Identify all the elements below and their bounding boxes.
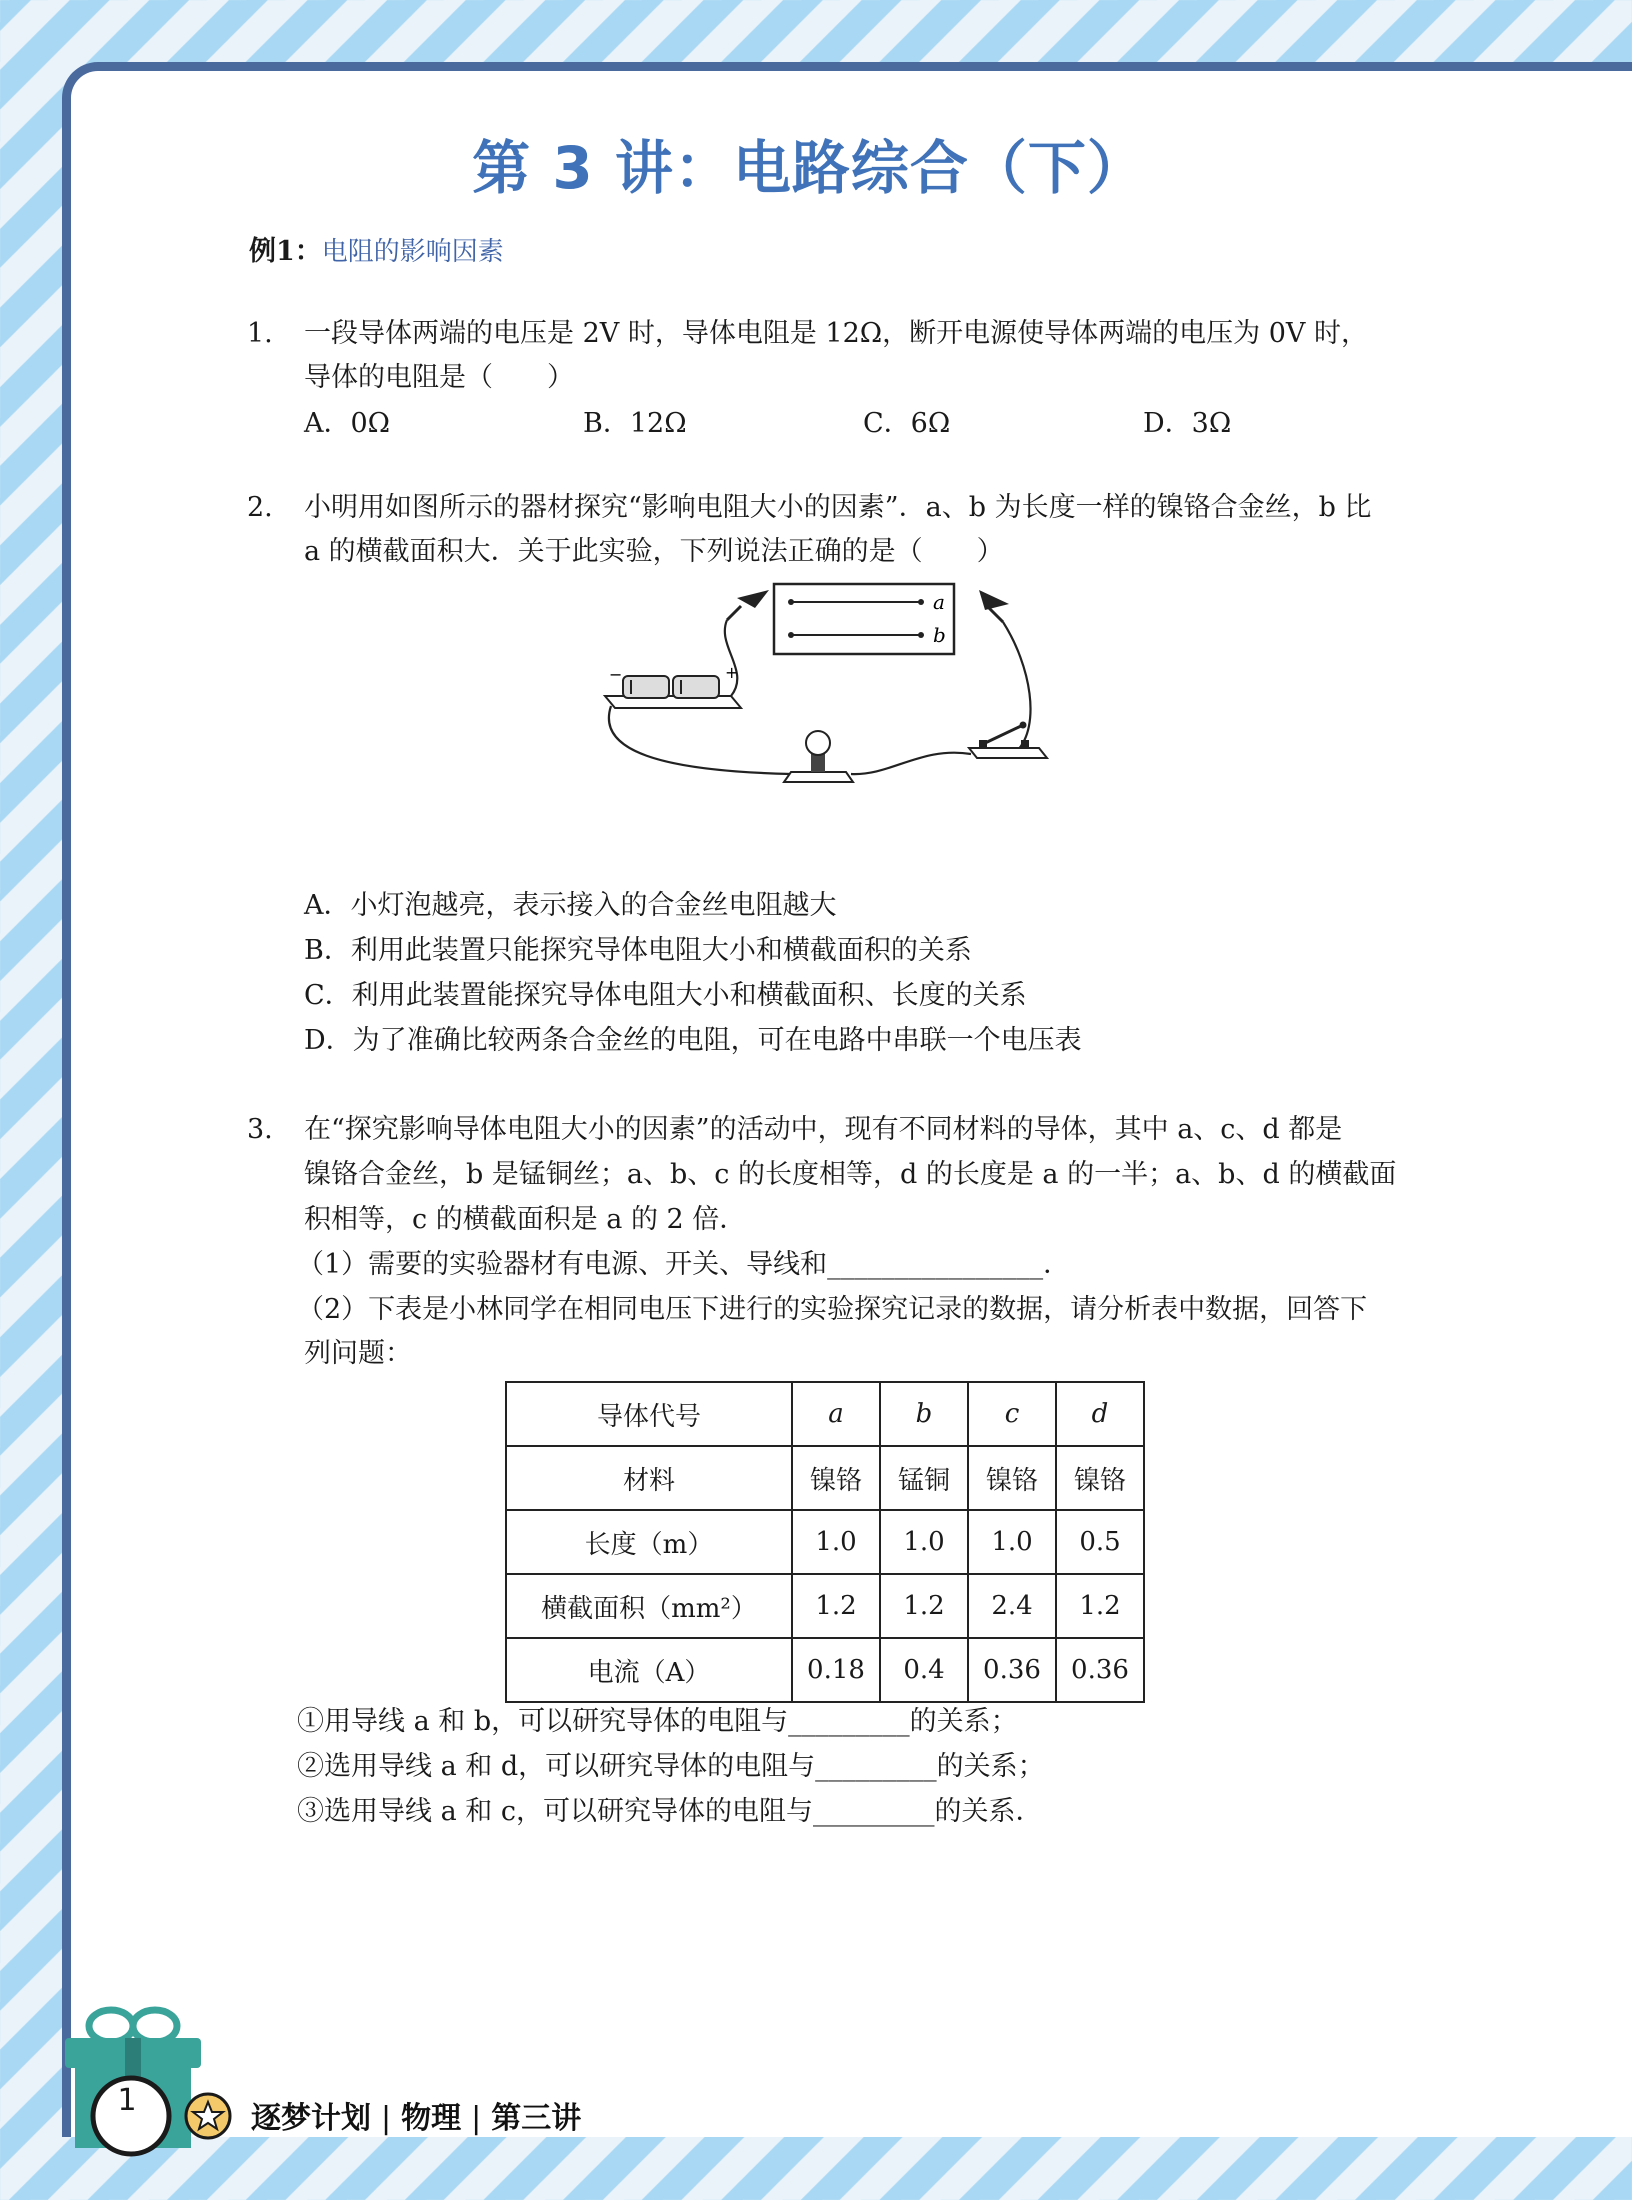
switch-base <box>969 748 1047 758</box>
switch-lever <box>983 726 1021 744</box>
q1-option-b: B．12Ω <box>583 408 687 439</box>
q1-option-d: D．3Ω <box>1143 408 1232 439</box>
footer-text <box>251 2093 581 2137</box>
q3-line2: 镍铬合金丝，b 是锰铜丝；a、b、c 的长度相等，d 的长度是 a 的一半；a、b、d 的横截面 <box>304 1159 1397 1190</box>
table-header-cell: a <box>792 1382 880 1446</box>
table-cell: 1.0 <box>968 1510 1056 1574</box>
table-cell: 0.4 <box>880 1638 968 1702</box>
table-header-cell: c <box>968 1382 1056 1446</box>
star-icon <box>183 2091 233 2141</box>
page-title: 第 3 讲：电路综合（下） <box>472 134 1146 202</box>
table-cell: 1.2 <box>880 1574 968 1638</box>
q2-option-a: A．小灯泡越亮，表示接入的合金丝电阻越大 <box>304 890 837 921</box>
table-cell: 0.18 <box>792 1638 880 1702</box>
table-header-cell: 导体代号 <box>506 1382 792 1446</box>
q3-line1: 在“探究影响导体电阻大小的因素”的活动中，现有不同材料的导体，其中 a、c、d 都是 <box>304 1114 1343 1145</box>
q2-option-b: B．利用此装置只能探究导体电阻大小和横截面积的关系 <box>304 935 972 966</box>
footer-subject: 物理 <box>401 2101 462 2136</box>
table-cell: 1.0 <box>880 1510 968 1574</box>
example-label: 例1： <box>249 236 322 267</box>
table-cell: 长度（m） <box>506 1510 792 1574</box>
q3-sub1: ①用导线 a 和 b，可以研究导体的电阻与_________的关系； <box>297 1706 1018 1737</box>
table-cell: 镍铬 <box>968 1446 1056 1510</box>
table-row <box>506 1446 1144 1510</box>
battery-minus: − <box>609 665 623 684</box>
q2-number: 2. <box>247 492 273 523</box>
q2-line2: a 的横截面积大．关于此实验，下列说法正确的是（ ） <box>304 536 1004 567</box>
wire-a-label: a <box>933 590 945 614</box>
q3-number: 3. <box>247 1114 273 1145</box>
page-frame <box>62 62 1632 2137</box>
table-cell: 0.5 <box>1056 1510 1144 1574</box>
wire-board <box>774 584 954 654</box>
footer-brand: 逐梦计划 <box>251 2101 371 2136</box>
table-cell: 材料 <box>506 1446 792 1510</box>
battery-cell-2 <box>673 676 719 698</box>
bulb-socket <box>811 754 825 772</box>
q1-option-a: A．0Ω <box>304 408 391 439</box>
table-cell: 镍铬 <box>792 1446 880 1510</box>
bulb-icon <box>806 731 830 755</box>
q2-option-d: D．为了准确比较两条合金丝的电阻，可在电路中串联一个电压表 <box>304 1025 1082 1056</box>
battery-cell-1 <box>623 676 669 698</box>
table-cell: 锰铜 <box>880 1446 968 1510</box>
table-cell: 镍铬 <box>1056 1446 1144 1510</box>
q3-part1: （1）需要的实验器材有电源、开关、导线和________________． <box>297 1249 1071 1280</box>
table-cell: 电流（A） <box>506 1638 792 1702</box>
table-cell: 1.0 <box>792 1510 880 1574</box>
table-row <box>506 1510 1144 1574</box>
example-heading <box>249 229 504 268</box>
table-cell: 横截面积（mm²） <box>506 1574 792 1638</box>
q3-part2-line2: 列问题： <box>304 1338 412 1369</box>
bulb-base <box>784 772 853 782</box>
q3-sub3: ③选用导线 a 和 c，可以研究导体的电阻与_________的关系． <box>297 1796 1043 1827</box>
q1-number: 1. <box>247 318 273 349</box>
q3-line3: 积相等，c 的横截面积是 a 的 2 倍． <box>304 1204 747 1235</box>
footer-separator: | <box>471 2101 482 2136</box>
q1-line2: 导体的电阻是（ ） <box>304 362 574 393</box>
data-table <box>505 1381 1145 1703</box>
q2-line1: 小明用如图所示的器材探究“影响电阻大小的因素”．a、b 为长度一样的镍铬合金丝，b 比 <box>304 492 1372 523</box>
footer-separator: | <box>381 2101 392 2136</box>
circuit-diagram <box>601 576 1161 841</box>
page-number: 1 <box>117 2083 137 2118</box>
q1-option-c: C．6Ω <box>863 408 951 439</box>
battery-plus: + <box>725 663 739 682</box>
q3-part2-line1: （2）下表是小林同学在相同电压下进行的实验探究记录的数据，请分析表中数据，回答下 <box>297 1294 1368 1325</box>
table-cell: 0.36 <box>968 1638 1056 1702</box>
table-cell: 0.36 <box>1056 1638 1144 1702</box>
q3-sub2: ②选用导线 a 和 d，可以研究导体的电阻与_________的关系； <box>297 1751 1045 1782</box>
table-row <box>506 1574 1144 1638</box>
table-row <box>506 1638 1144 1702</box>
table-cell: 1.2 <box>1056 1574 1144 1638</box>
table-header-cell: b <box>880 1382 968 1446</box>
table-cell: 2.4 <box>968 1574 1056 1638</box>
q1-line1: 一段导体两端的电压是 2V 时，导体电阻是 12Ω，断开电源使导体两端的电压为 0V 时， <box>304 318 1369 349</box>
table-cell: 1.2 <box>792 1574 880 1638</box>
q2-option-c: C．利用此装置能探究导体电阻大小和横截面积、长度的关系 <box>304 980 1027 1011</box>
table-header-cell: d <box>1056 1382 1144 1446</box>
right-clip-icon <box>979 590 1009 610</box>
footer-lecture: 第三讲 <box>491 2101 582 2136</box>
left-clip-icon <box>737 590 769 608</box>
wire-b-label: b <box>933 623 946 647</box>
example-topic: 电阻的影响因素 <box>321 237 504 267</box>
table-header-row <box>506 1382 1144 1446</box>
